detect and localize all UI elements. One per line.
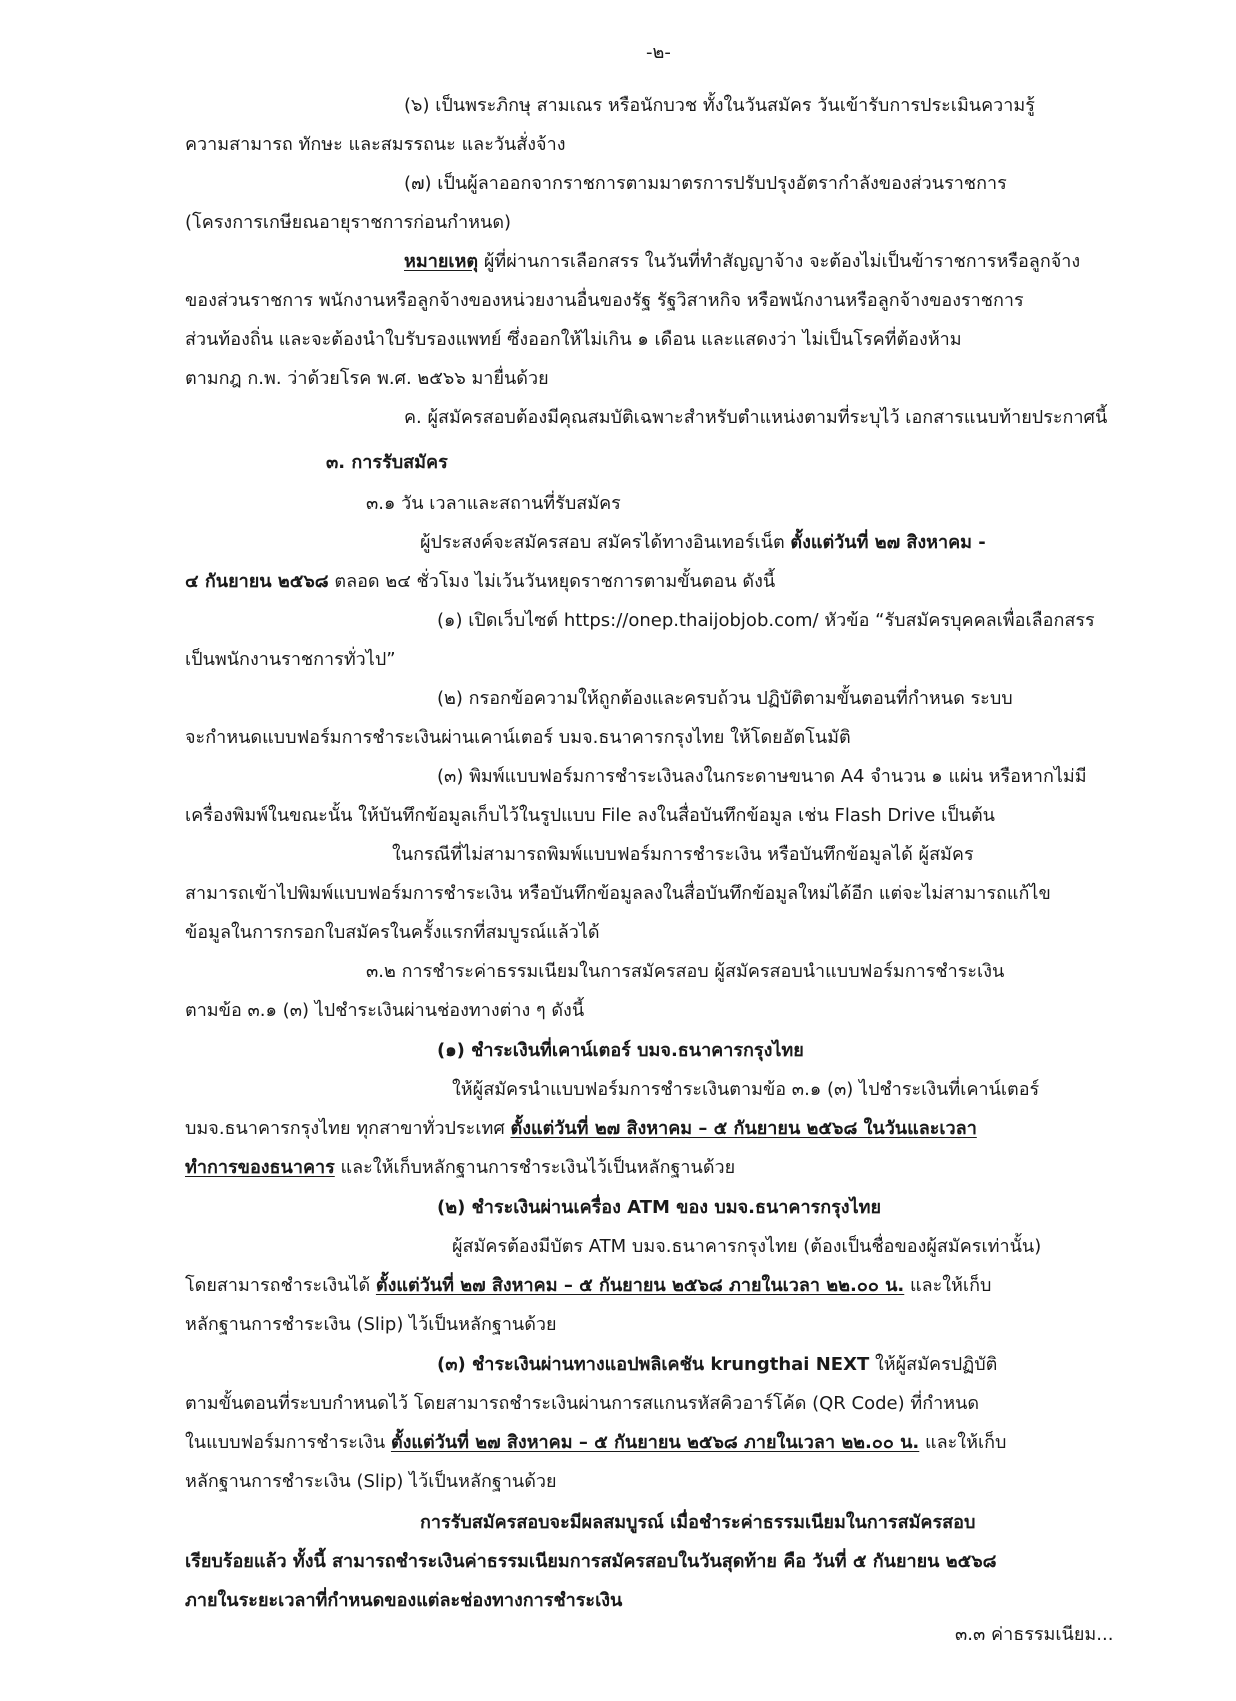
payment-counter-note: และให้เก็บหลักฐานการชำระเงินไว้เป็นหลักฐานด้วย xyxy=(334,1157,736,1178)
section-3-2-line-1: ๓.๒ การชำระค่าธรรมเนียมในการสมัครสอบ ผู้สมัครสอบนำแบบฟอร์มการชำระเงิน xyxy=(366,961,1005,982)
remark-line-2: ของส่วนราชการ พนักงานหรือลูกจ้างของหน่วยงานอื่นของรัฐ รัฐวิสาหกิจ หรือพนักงานหรือลูกจ้างของราชการ xyxy=(185,290,1024,311)
payment-atm-note: และให้เก็บ xyxy=(904,1275,992,1296)
payment-atm-period: ตั้งแต่วันที่ ๒๗ สิงหาคม – ๕ กันยายน ๒๕๖๘ ภายในเวลา ๒๒.๐๐ น. xyxy=(375,1275,905,1296)
reprint-note-line-1: ในกรณีที่ไม่สามารถพิมพ์แบบฟอร์มการชำระเงิน หรือบันทึกข้อมูลได้ ผู้สมัคร xyxy=(392,844,974,865)
payment-counter-line-3 xyxy=(185,1155,735,1181)
section-3-2-line-2: ตามข้อ ๓.๑ (๓) ไปชำระเงินผ่านช่องทางต่าง ๆ ดังนี้ xyxy=(185,1000,585,1021)
completion-line-2: เรียบร้อยแล้ว ทั้งนี้ สามารถชำระเงินค่าธรรมเนียมการสมัครสอบในวันสุดท้าย คือ วันที่ ๕ กันยายน ๒๕๖๘ xyxy=(185,1551,997,1572)
application-period-line-2 xyxy=(185,569,775,595)
payment-app-note: และให้เก็บ xyxy=(919,1432,1007,1453)
item-7-line-2: (โครงการเกษียณอายุราชการก่อนกำหนด) xyxy=(185,212,512,233)
reprint-note-line-2: สามารถเข้าไปพิมพ์แบบฟอร์มการชำระเงิน หรือบันทึกข้อมูลลงในสื่อบันทึกข้อมูลใหม่ได้อีก แต่จะไม่สามารถแก้ไข xyxy=(185,883,1051,904)
payment-app-text: ให้ผู้สมัครปฏิบัติ xyxy=(869,1354,998,1375)
application-period-start: ตั้งแต่วันที่ ๒๗ สิงหาคม - xyxy=(790,532,986,553)
payment-atm-text: โดยสามารถชำระเงินได้ xyxy=(185,1275,376,1296)
application-period-text: ผู้ประสงค์จะสมัครสอบ สมัครได้ทางอินเทอร์เน็ต xyxy=(420,532,791,553)
remark-label: หมายเหตุ xyxy=(404,251,479,272)
reprint-note-line-3: ข้อมูลในการกรอกใบสมัครในครั้งแรกที่สมบูรณ์แล้วได้ xyxy=(185,922,600,943)
remark-line-1 xyxy=(404,249,1080,275)
payment-app-period: ตั้งแต่วันที่ ๒๗ สิงหาคม – ๕ กันยายน ๒๕๖๘ ภายในเวลา ๒๒.๐๐ น. xyxy=(390,1432,920,1453)
step-1-line-2: เป็นพนักงานราชการทั่วไป” xyxy=(185,649,396,670)
item-c-qualification: ค. ผู้สมัครสอบต้องมีคุณสมบัติเฉพาะสำหรับตำแหน่งตามที่ระบุไว้ เอกสารแนบท้ายประกาศนี้ xyxy=(404,407,1108,428)
payment-app-form-text: ในแบบฟอร์มการชำระเงิน xyxy=(185,1432,391,1453)
step-1-line-1: (๑) เปิดเว็บไซต์ https://onep.thaijobjob.com/ หัวข้อ “รับสมัครบุคคลเพื่อเลือกสรร xyxy=(437,610,1095,631)
remark-line-4: ตามกฎ ก.พ. ว่าด้วยโรค พ.ศ. ๒๕๖๖ มายื่นด้วย xyxy=(185,368,549,389)
payment-atm-line-2 xyxy=(185,1273,991,1299)
completion-line-1: การรับสมัครสอบจะมีผลสมบูรณ์ เมื่อชำระค่าธรรมเนียมในการสมัครสอบ xyxy=(420,1512,976,1533)
item-7-line-1: (๗) เป็นผู้ลาออกจากราชการตามมาตรการปรับปรุงอัตรากำลังของส่วนราชการ xyxy=(404,173,1007,194)
step-2-line-2: จะกำหนดแบบฟอร์มการชำระเงินผ่านเคาน์เตอร์ บมจ.ธนาคารกรุงไทย ให้โดยอัตโนมัติ xyxy=(185,727,851,748)
payment-counter-hours: ทำการของธนาคาร xyxy=(185,1157,335,1178)
item-6-line-2: ความสามารถ ทักษะ และสมรรถนะ และวันสั่งจ้าง xyxy=(185,134,566,155)
application-period-end: ๔ กันยายน ๒๕๖๘ xyxy=(185,571,329,592)
payment-counter-line-1: ให้ผู้สมัครนำแบบฟอร์มการชำระเงินตามข้อ ๓.๑ (๓) ไปชำระเงินที่เคาน์เตอร์ xyxy=(452,1079,1040,1100)
page-number: -๒- xyxy=(646,42,671,63)
item-6-line-1: (๖) เป็นพระภิกษุ สามเณร หรือนักบวช ทั้งในวันสมัคร วันเข้ารับการประเมินความรู้ xyxy=(404,95,1035,116)
payment-app-line-3 xyxy=(185,1430,1006,1456)
remark-text: ผู้ที่ผ่านการเลือกสรร ในวันที่ทำสัญญาจ้าง จะต้องไม่เป็นข้าราชการหรือลูกจ้าง xyxy=(478,251,1081,272)
application-period-line-1 xyxy=(420,530,986,556)
payment-atm-line-1: ผู้สมัครต้องมีบัตร ATM บมจ.ธนาคารกรุงไทย (ต้องเป็นชื่อของผู้สมัครเท่านั้น) xyxy=(452,1236,1042,1257)
completion-line-3: ภายในระยะเวลาที่กำหนดของแต่ละช่องทางการชำระเงิน xyxy=(185,1590,623,1611)
step-3-line-1: (๓) พิมพ์แบบฟอร์มการชำระเงินลงในกระดาษขนาด A4 จำนวน ๑ แผ่น หรือหากไม่มี xyxy=(437,766,1087,787)
payment-app-line-4: หลักฐานการชำระเงิน (Slip) ไว้เป็นหลักฐานด้วย xyxy=(185,1471,557,1492)
step-3-line-2: เครื่องพิมพ์ในขณะนั้น ให้บันทึกข้อมูลเก็บไว้ในรูปแบบ File ลงในสื่อบันทึกข้อมูล เช่น Flash Drive เป็นต้น xyxy=(185,805,995,826)
payment-app-line-1 xyxy=(437,1352,997,1378)
section-3-1-heading: ๓.๑ วัน เวลาและสถานที่รับสมัคร xyxy=(366,493,621,514)
payment-counter-heading: (๑) ชำระเงินที่เคาน์เตอร์ บมจ.ธนาคารกรุงไทย xyxy=(437,1040,804,1061)
payment-counter-line-2 xyxy=(185,1116,977,1142)
payment-app-line-2: ตามขั้นตอนที่ระบบกำหนดไว้ โดยสามารถชำระเงินผ่านการสแกนรหัสคิวอาร์โค้ด (QR Code) ที่กำหนด xyxy=(185,1393,980,1414)
section-3-heading: ๓. การรับสมัคร xyxy=(326,452,448,473)
payment-counter-text: บมจ.ธนาคารกรุงไทย ทุกสาขาทั่วประเทศ xyxy=(185,1118,511,1139)
footer-continuation: ๓.๓ ค่าธรรมเนียม... xyxy=(955,1624,1114,1645)
payment-app-heading: (๓) ชำระเงินผ่านทางแอปพลิเคชัน krungthai NEXT xyxy=(437,1354,870,1375)
remark-line-3: ส่วนท้องถิ่น และจะต้องนำใบรับรองแพทย์ ซึ่งออกให้ไม่เกิน ๑ เดือน และแสดงว่า ไม่เป็นโรคที่ต้องห้าม xyxy=(185,329,962,350)
payment-atm-heading: (๒) ชำระเงินผ่านเครื่อง ATM ของ บมจ.ธนาคารกรุงไทย xyxy=(437,1197,882,1218)
payment-counter-period: ตั้งแต่วันที่ ๒๗ สิงหาคม – ๕ กันยายน ๒๕๖๘ ในวันและเวลา xyxy=(510,1118,977,1139)
step-2-line-1: (๒) กรอกข้อความให้ถูกต้องและครบถ้วน ปฏิบัติตามขั้นตอนที่กำหนด ระบบ xyxy=(437,688,1013,709)
payment-atm-line-3: หลักฐานการชำระเงิน (Slip) ไว้เป็นหลักฐานด้วย xyxy=(185,1314,557,1335)
application-period-note: ตลอด ๒๔ ชั่วโมง ไม่เว้นวันหยุดราชการตามขั้นตอน ดังนี้ xyxy=(328,571,776,592)
